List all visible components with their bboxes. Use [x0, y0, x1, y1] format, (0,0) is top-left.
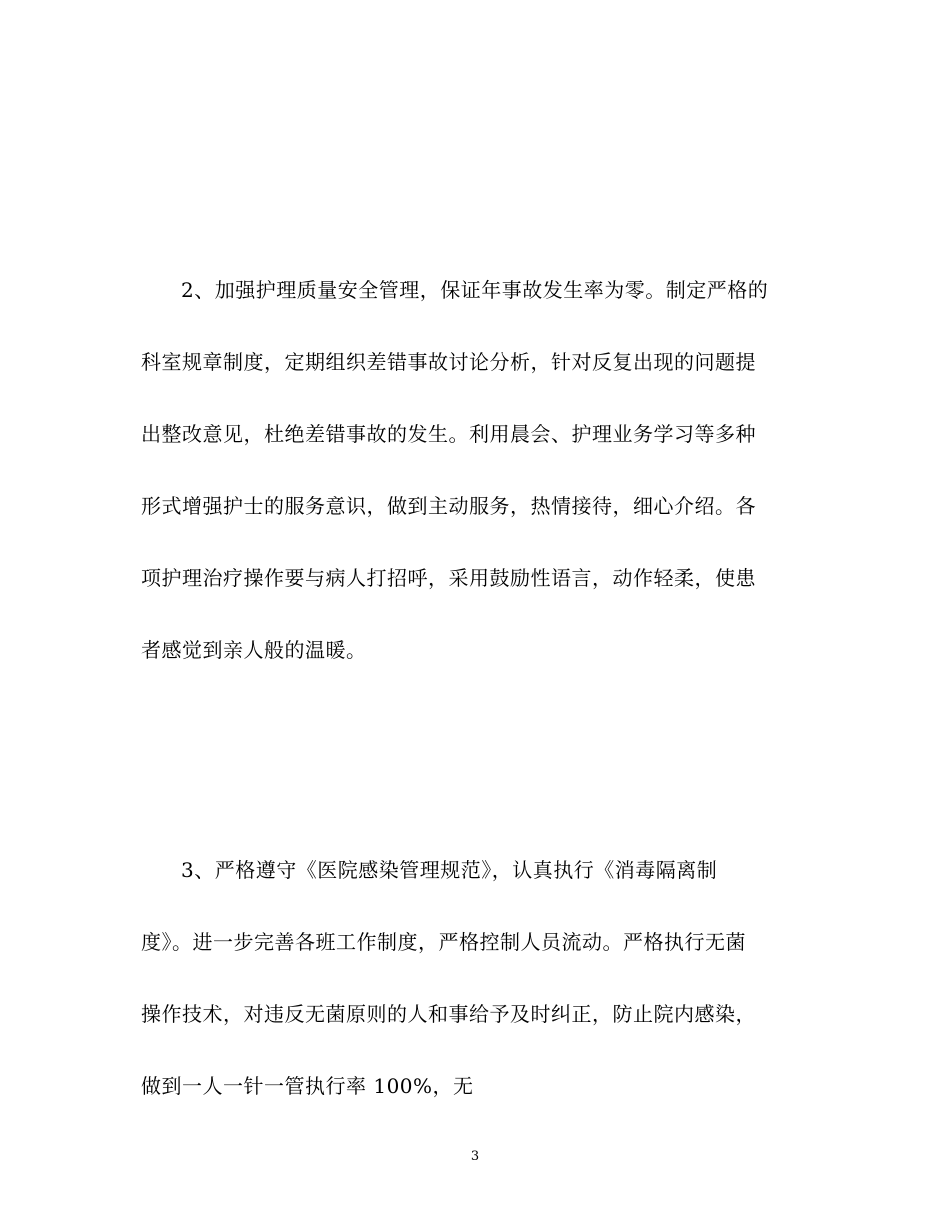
paragraph-line: 做到一人一针一管执行率 100%，无: [141, 1074, 474, 1098]
paragraph-line: 出整改意见，杜绝差错事故的发生。利用晨会、护理业务学习等多种: [141, 422, 756, 446]
paragraph-line: 操作技术，对违反无菌原则的人和事给予及时纠正，防止院内感染，: [141, 1002, 756, 1026]
paragraph-line: 3、严格遵守《医院感染管理规范》，认真执行《消毒隔离制: [181, 858, 718, 882]
paragraph-line: 者感觉到亲人般的温暖。: [141, 638, 367, 662]
paragraph-line: 项护理治疗操作要与病人打招呼，采用鼓励性语言，动作轻柔，使患: [141, 566, 756, 590]
paragraph-line: 度》。进一步完善各班工作制度，严格控制人员流动。严格执行无菌: [141, 930, 746, 954]
paragraph-line: 2、加强护理质量安全管理，保证年事故发生率为零。制定严格的: [181, 278, 769, 302]
paragraph-line: 科室规章制度，定期组织差错事故讨论分析，针对反复出现的问题提: [141, 350, 756, 374]
page-number: 3: [470, 1149, 480, 1164]
paragraph-line: 形式增强护士的服务意识，做到主动服务，热情接待，细心介绍。各: [141, 494, 756, 518]
